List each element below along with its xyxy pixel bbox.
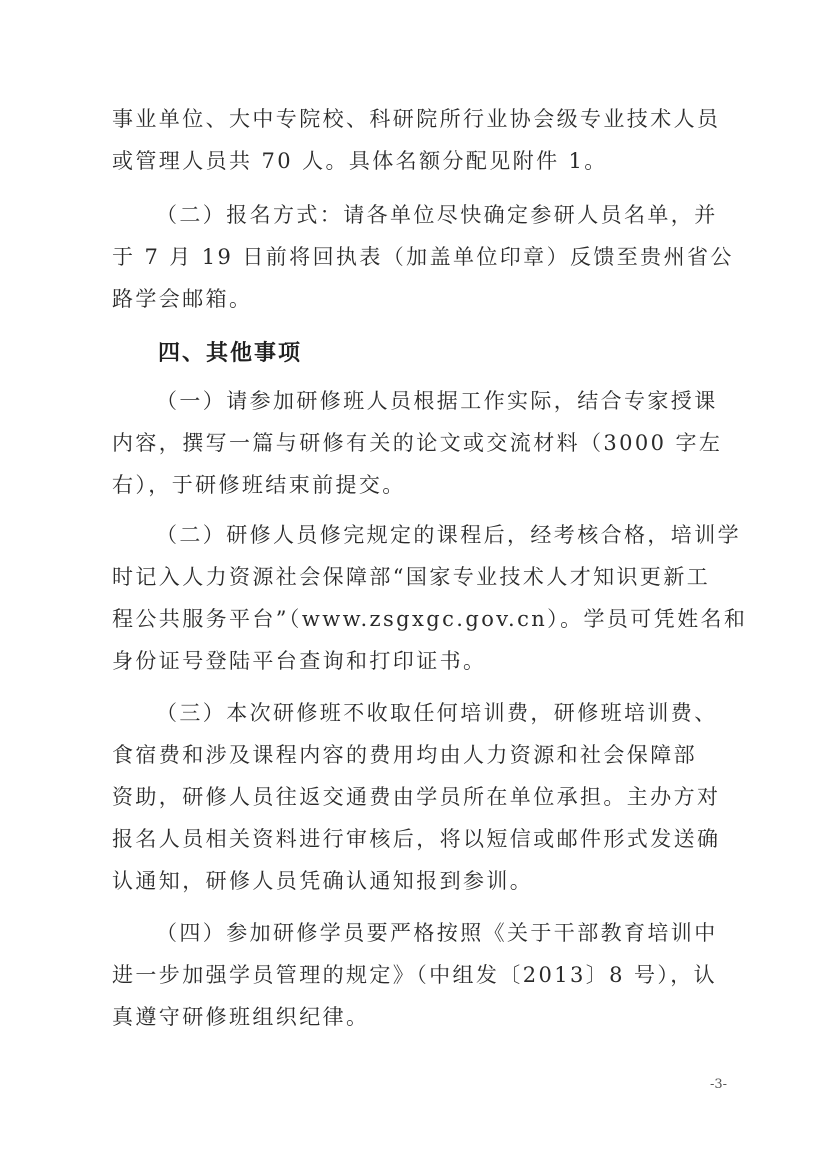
paragraph-participants: [112, 98, 721, 182]
section-heading: 四、其他事项: [158, 341, 303, 366]
text-line: （二）研修人员修完规定的课程后，经考核合格，培训学: [156, 523, 741, 547]
text-line: 进一步加强学员管理的规定》（中组发〔2013〕8 号），认: [112, 963, 718, 987]
item-discipline: [112, 912, 716, 1038]
text-line: （三）本次研修班不收取任何培训费，研修班培训费、: [156, 701, 718, 725]
paragraph-registration: [112, 194, 734, 320]
text-line: 真遵守研修班组织纪律。: [112, 1005, 370, 1029]
text-line: 食宿费和涉及课程内容的费用均由人力资源和社会保障部: [112, 743, 697, 767]
text-line: 或管理人员共 70 人。具体名额分配见附件 1。: [112, 149, 608, 173]
text-line: 事业单位、大中专院校、科研院所行业协会级专业技术人员: [112, 107, 721, 131]
text-line: 路学会邮箱。: [112, 287, 253, 311]
text-line: （二）报名方式：请各单位尽快确定参研人员名单，并: [156, 203, 718, 227]
text-line: 资助，研修人员往返交通费由学员所在单位承担。主办方对: [112, 785, 721, 809]
text-line: 于 7 月 19 日前将回执表（加盖单位印章）反馈至贵州省公: [112, 245, 734, 269]
text-line: 时记入人力资源社会保障部“国家专业技术人才知识更新工: [112, 565, 711, 589]
text-line: 身份证号登陆平台查询和打印证书。: [112, 649, 487, 673]
text-line: 内容，撰写一篇与研修有关的论文或交流材料（3000 字左: [112, 431, 723, 455]
text-line: 认通知，研修人员凭确认通知报到参训。: [112, 869, 534, 893]
text-line: 报名人员相关资料进行审核后，将以短信或邮件形式发送确: [112, 827, 721, 851]
page-number: -3-: [709, 1077, 727, 1092]
item-paper-submission: [112, 380, 723, 506]
item-fees: [112, 692, 721, 902]
text-line: 程公共服务平台”（www.zsgxgc.gov.cn）。学员可凭姓名和: [112, 607, 748, 631]
text-line: （四）参加研修学员要严格按照《关于干部教育培训中: [156, 921, 718, 945]
item-certificate: [112, 514, 748, 682]
text-line: 右），于研修班结束前提交。: [112, 473, 406, 497]
text-line: （一）请参加研修班人员根据工作实际，结合专家授课: [156, 389, 718, 413]
